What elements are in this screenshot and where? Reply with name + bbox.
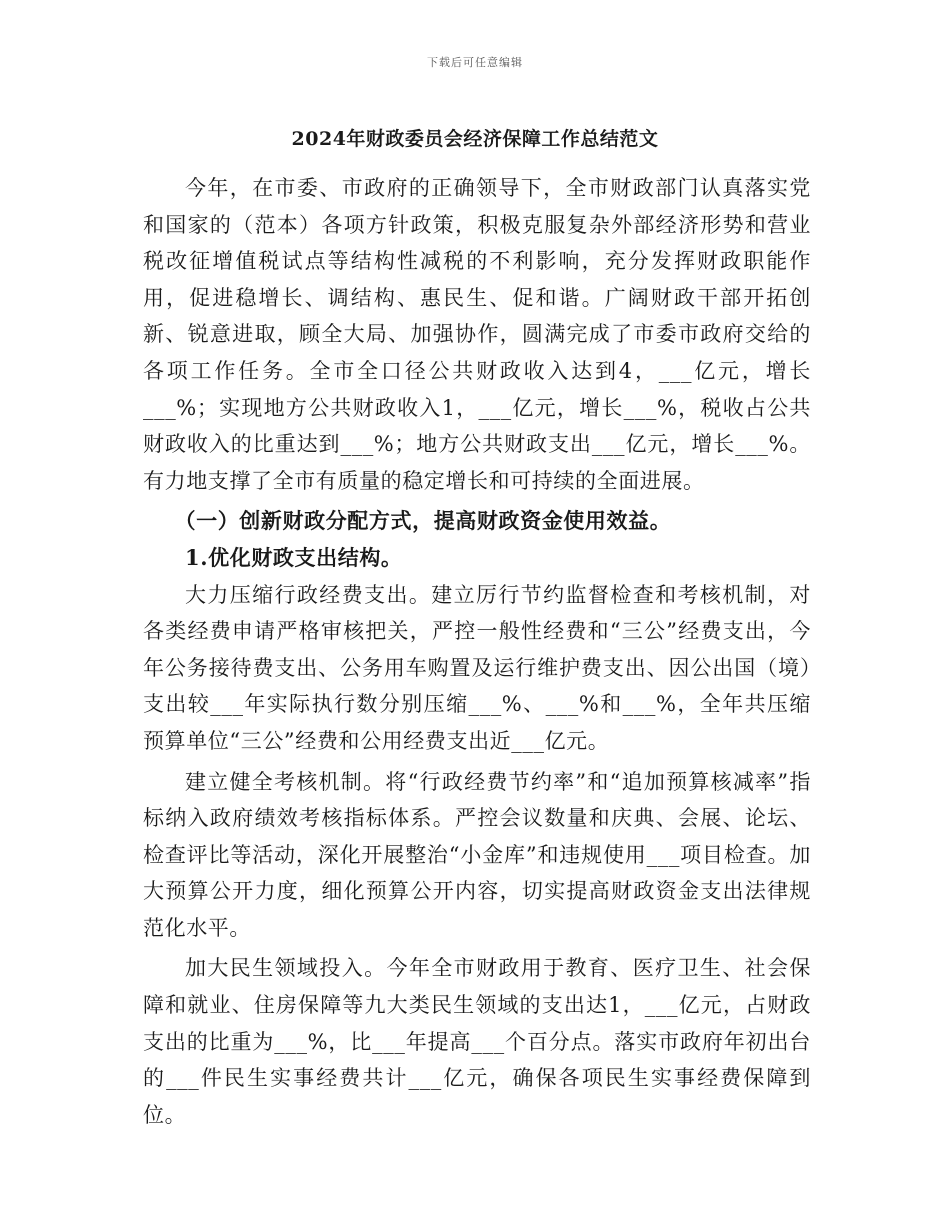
- paragraph-assessment: 建立健全考核机制。将“行政经费节约率”和“追加预算核减率”指标纳入政府绩效考核指标体系。严控会议数量和庆典、会展、论坛、检查评比等活动，深化开展整治“小金库”和违规使用___项目检查。加大预算公开力度，细化预算公开内容，切实提高财政资金支出法律规范化水平。: [143, 769, 811, 940]
- document-title: 2024年财政委员会经济保障工作总结范文: [291, 128, 659, 150]
- section-heading: （一）创新财政分配方式，提高财政资金使用效益。: [174, 508, 672, 534]
- paragraph-admin-expense: 大力压缩行政经费支出。建立厉行节约监督检查和考核机制，对各类经费申请严格审核把关，严控一般性经费和“三公”经费支出，今年公务接待费支出、公务用车购置及运行维护费支出、因公出国（境）支出较___年实际执行数分别压缩___%、___%和___%，全年共压缩预算单位“三公”经费和公用经费支出近___亿元。: [143, 582, 811, 753]
- subsection-heading: 1.优化财政支出结构。: [185, 544, 403, 570]
- document-body: [143, 170, 811, 1133]
- paragraph-livelihood: 加大民生领域投入。今年全市财政用于教育、医疗卫生、社会保障和就业、住房保障等九大类民生领域的支出达1，___亿元，占财政支出的比重为___%，比___年提高___个百分点。落实市政府年初出台的___件民生实事经费共计___亿元，确保各项民生实事经费保障到位。: [143, 956, 811, 1127]
- header-note: 下载后可任意编辑: [427, 56, 523, 69]
- intro-paragraph: 今年，在市委、市政府的正确领导下，全市财政部门认真落实党和国家的（范本）各项方针政策，积极克服复杂外部经济形势和营业税改征增值税试点等结构性减税的不利影响，充分发挥财政职能作用，促进稳增长、调结构、惠民生、促和谐。广阔财政干部开拓创新、锐意进取，顾全大局、加强协作，圆满完成了市委市政府交给的各项工作任务。全市全口径公共财政收入达到4，___亿元，增长___%；实现地方公共财政收入1，___亿元，增长___%，税收占公共财政收入的比重达到___%；地方公共财政支出___亿元，增长___%。有力地支撑了全市有质量的稳定增长和可持续的全面进展。: [143, 176, 811, 493]
